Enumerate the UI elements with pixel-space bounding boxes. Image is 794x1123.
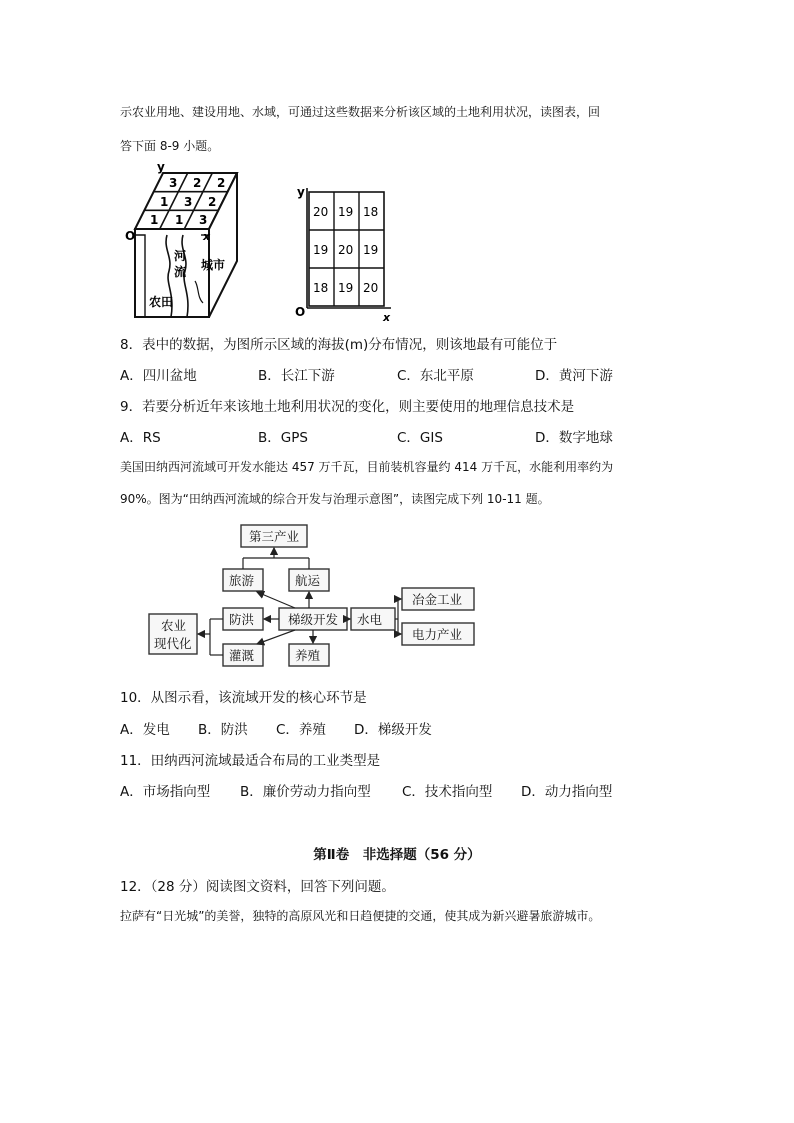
diagram-agri-1: 农业 — [161, 618, 187, 633]
q10-option-c: C．养殖 — [276, 722, 326, 738]
fig1-cell: 1 — [175, 213, 184, 227]
diagram-tourism: 旅游 — [229, 573, 255, 588]
fig2-cell: 18 — [363, 205, 379, 219]
fig1-cell: 3 — [199, 213, 208, 227]
q12-passage: 拉萨有“日光城”的美誉，独特的高原风光和日趋便捷的交通，使其成为新兴避暑旅游城市。 — [120, 909, 601, 923]
q9-option-a: A．RS — [120, 430, 161, 446]
q11-option-d: D．动力指向型 — [521, 784, 613, 800]
diagram-metallurgy: 冶金工业 — [412, 592, 463, 607]
fig2-axis-y: y — [297, 185, 305, 199]
fig1-axis-y: y — [157, 163, 165, 174]
diagram-cascade: 梯级开发 — [288, 612, 339, 627]
fig2-cell: 19 — [363, 243, 379, 257]
diagram-hydro: 水电 — [357, 612, 383, 627]
fig1-cell: 2 — [193, 176, 202, 190]
q12-stem: 12．（28 分）阅读图文资料，回答下列问题。 — [120, 879, 395, 895]
fig1-cell: 1 — [150, 213, 159, 227]
fig2-cell: 20 — [313, 205, 329, 219]
fig2-cell: 20 — [363, 281, 379, 295]
q8-stem: 8．表中的数据，为图所示区域的海拔(m)分布情况，则该地最有可能位于 — [120, 337, 558, 353]
q10-option-a: A．发电 — [120, 722, 170, 738]
diagram-agri-2: 现代化 — [154, 636, 192, 651]
q9-option-c: C．GIS — [397, 430, 443, 446]
q10-option-b: B．防洪 — [198, 722, 248, 738]
diagram-shipping: 航运 — [295, 573, 321, 588]
q9-stem: 9．若要分析近年来该地土地利用状况的变化，则主要使用的地理信息技术是 — [120, 399, 575, 415]
q8-option-b: B．长江下游 — [258, 368, 335, 384]
fig2-cell: 19 — [338, 281, 354, 295]
q8-option-d: D．黄河下游 — [535, 368, 613, 384]
fig1-cell: 3 — [169, 176, 178, 190]
q9-option-d: D．数字地球 — [535, 430, 613, 446]
fig2-cell: 20 — [338, 243, 354, 257]
passage2-line-2: 90%。图为“田纳西河流域的综合开发与治理示意图”，读图完成下列 10-11 题。 — [120, 492, 550, 506]
fig1-cell: 2 — [208, 195, 217, 209]
fig1-label-river-2: 流 — [174, 265, 187, 279]
q10-stem: 10．从图示看，该流域开发的核心环节是 — [120, 690, 367, 706]
fig1-label-city: 城市 — [201, 258, 226, 272]
diagram-power: 电力产业 — [412, 627, 463, 642]
fig2-origin: O — [295, 305, 306, 319]
tennessee-development-diagram — [145, 522, 480, 670]
diagram-irrigation: 灌溉 — [229, 648, 255, 663]
intro-line-1: 示农业用地、建设用地、水域，可通过这些数据来分析该区域的土地利用状况，读图表，回 — [120, 105, 601, 119]
fig1-label-farm: 农田 — [149, 295, 174, 309]
q8-option-c: C．东北平原 — [397, 368, 474, 384]
fig2-axis-x: x — [383, 311, 391, 324]
diagram-flood: 防洪 — [229, 612, 255, 627]
block-diagram-figure — [125, 163, 245, 323]
q8-option-a: A．四川盆地 — [120, 368, 197, 384]
section2-title: 第Ⅱ卷 非选择题（56 分） — [313, 847, 481, 863]
q11-option-a: A．市场指向型 — [120, 784, 211, 800]
q11-option-b: B．廉价劳动力指向型 — [240, 784, 371, 800]
diagram-tertiary: 第三产业 — [249, 529, 300, 544]
intro-line-2: 答下面 8-9 小题。 — [120, 139, 220, 153]
fig1-cell: 1 — [160, 195, 169, 209]
passage2-line-1: 美国田纳西河流域可开发水能达 457 万千瓦，目前装机容量约 414 万千瓦，水能利用率约为 — [120, 460, 614, 474]
fig2-cell: 19 — [313, 243, 329, 257]
diagram-aquaculture: 养殖 — [295, 648, 321, 663]
fig1-cell: 2 — [217, 176, 226, 190]
q9-option-b: B．GPS — [258, 430, 308, 446]
fig2-cell: 18 — [313, 281, 329, 295]
elevation-grid-figure — [295, 180, 405, 325]
fig2-cell: 19 — [338, 205, 354, 219]
fig1-label-river-1: 河 — [174, 249, 187, 263]
fig1-axis-x: x — [203, 230, 211, 243]
q11-option-c: C．技术指向型 — [402, 784, 493, 800]
q11-stem: 11．田纳西河流域最适合布局的工业类型是 — [120, 753, 381, 769]
q10-option-d: D．梯级开发 — [354, 722, 432, 738]
fig1-cell: 3 — [184, 195, 193, 209]
fig1-origin: O — [125, 229, 136, 243]
